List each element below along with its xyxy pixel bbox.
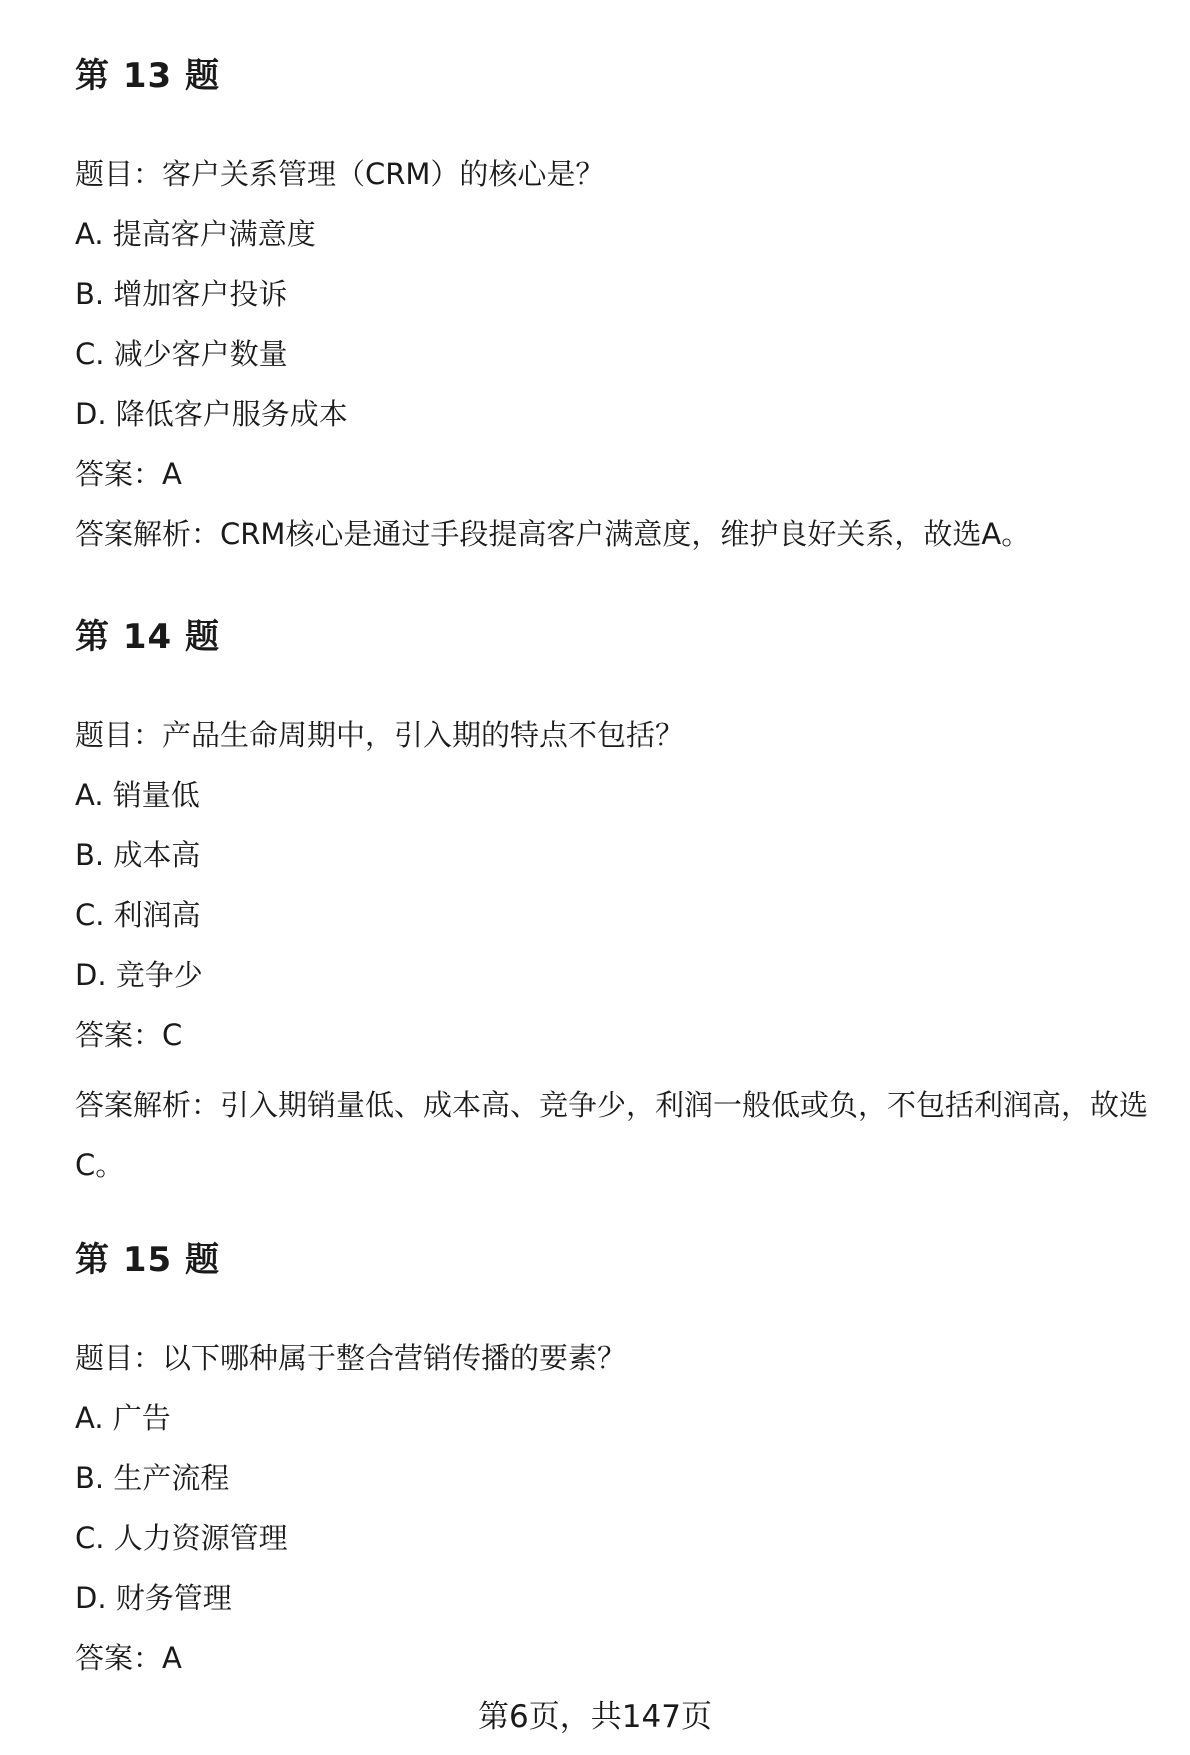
option-c: C. 人力资源管理	[75, 1521, 288, 1555]
question-body	[75, 154, 1155, 574]
option-d: D. 竞争少	[75, 958, 203, 992]
answer: 答案：A	[75, 457, 182, 491]
answer: 答案：A	[75, 1641, 182, 1675]
option-d: D. 财务管理	[75, 1581, 232, 1615]
option-b: B. 成本高	[75, 838, 201, 872]
question-13	[75, 56, 1155, 574]
answer-explanation: 答案解析：CRM核心是通过手段提高客户满意度，维护良好关系，故选A。	[75, 517, 1031, 551]
question-heading: 第 14 题	[75, 617, 220, 657]
answer-explanation: 答案解析：引入期销量低、成本高、竞争少，利润一般低或负，不包括利润高，故选C。	[75, 1088, 1149, 1182]
option-c: C. 减少客户数量	[75, 337, 288, 371]
question-heading: 第 13 题	[75, 56, 220, 96]
option-b: B. 增加客户投诉	[75, 277, 288, 311]
question-stem: 题目：客户关系管理（CRM）的核心是？	[75, 157, 605, 191]
question-body	[75, 1338, 1155, 1698]
option-b: B. 生产流程	[75, 1461, 230, 1495]
option-a: A. 提高客户满意度	[75, 217, 316, 251]
option-d: D. 降低客户服务成本	[75, 397, 348, 431]
option-a: A. 广告	[75, 1401, 171, 1435]
question-body	[75, 715, 1155, 1195]
option-c: C. 利润高	[75, 898, 201, 932]
question-heading: 第 15 题	[75, 1240, 220, 1280]
answer: 答案：C	[75, 1018, 183, 1052]
question-stem: 题目：以下哪种属于整合营销传播的要素？	[75, 1341, 627, 1375]
question-15	[75, 1240, 1155, 1698]
question-stem: 题目：产品生命周期中，引入期的特点不包括？	[75, 718, 685, 752]
question-14	[75, 617, 1155, 1195]
page-number: 第6页，共147页	[478, 1699, 712, 1735]
option-a: A. 销量低	[75, 778, 200, 812]
